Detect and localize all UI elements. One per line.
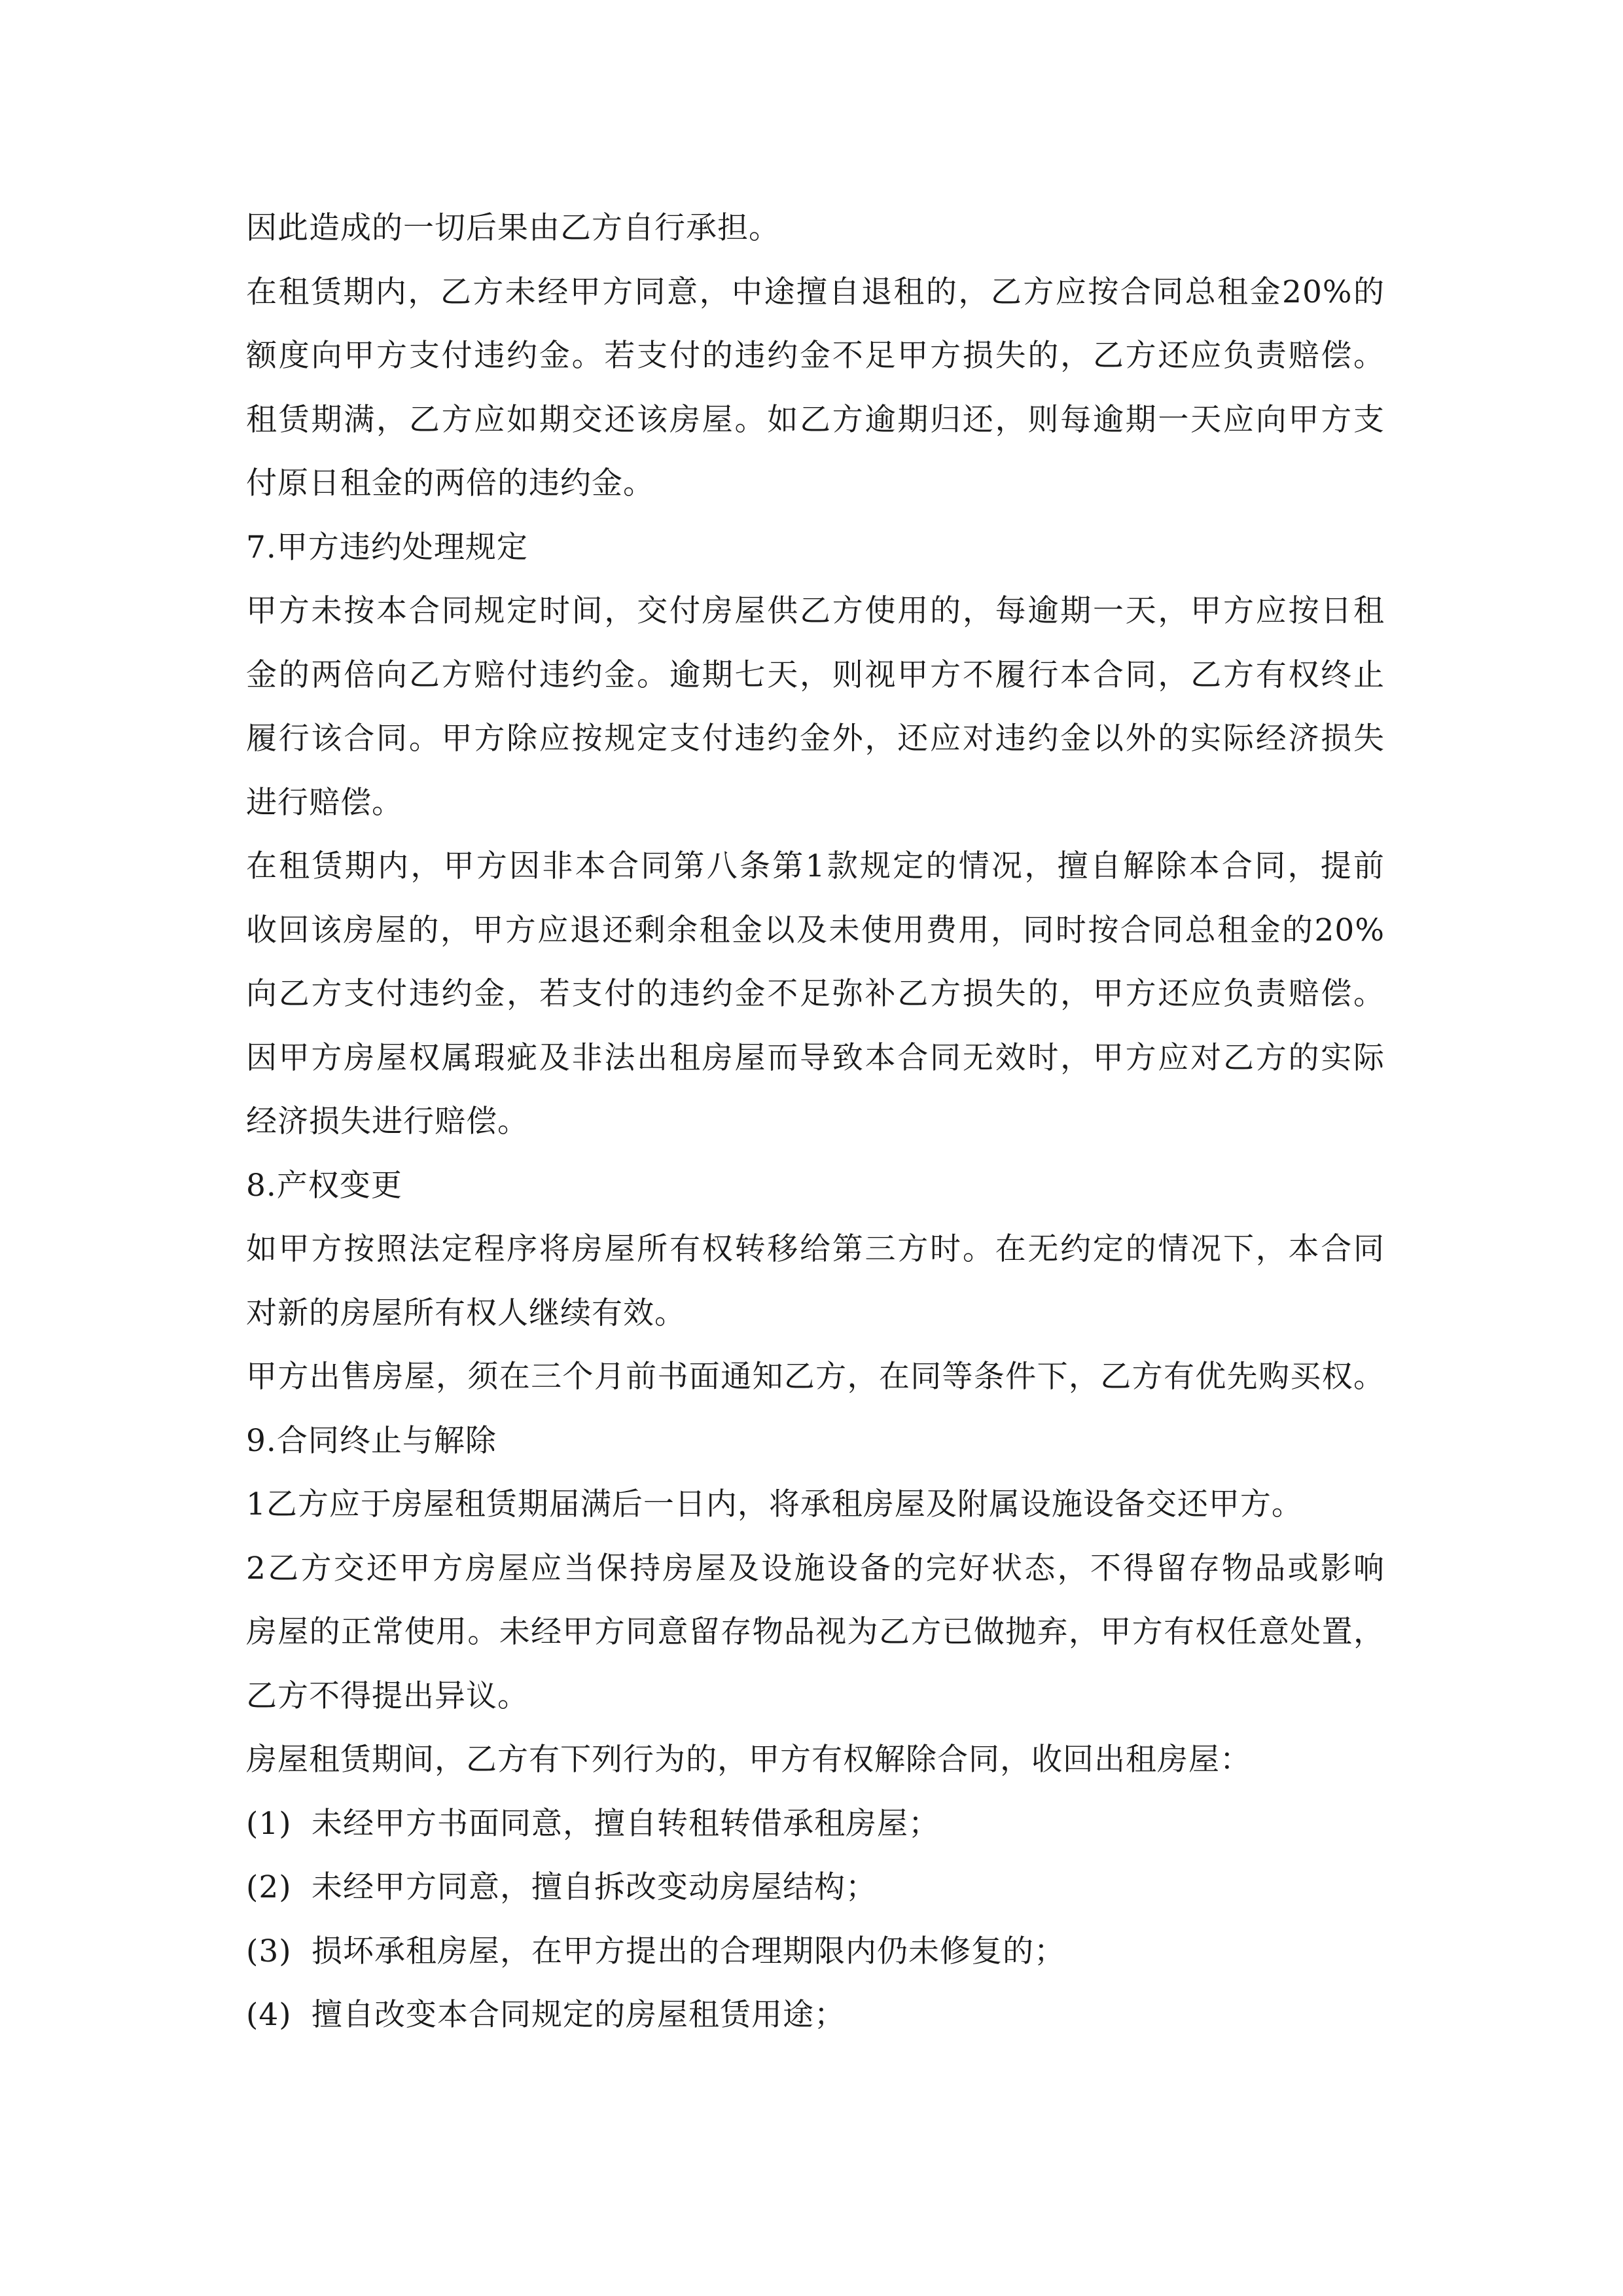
list-item xyxy=(246,1856,1385,1920)
text-line: 房屋租赁期间，乙方有下列行为的，甲方有权解除合同，收回出租房屋： xyxy=(246,1742,1251,1778)
list-item xyxy=(246,1920,1385,1984)
section-heading: 7.甲方违约处理规定 xyxy=(246,529,528,565)
list-item-number: (1) xyxy=(246,1805,292,1842)
list-item-text: 未经甲方同意，擅自拆改变动房屋结构； xyxy=(312,1869,877,1905)
list-item-text: 擅自改变本合同规定的房屋租赁用途； xyxy=(312,1997,846,2033)
text-line: 经济损失进行赔偿。 xyxy=(246,1103,529,1139)
text-line: 租赁期满，乙方应如期交还该房屋。如乙方逾期归还，则每逾期一天应向甲方支 xyxy=(246,401,1385,438)
text-line: 向乙方支付违约金，若支付的违约金不足弥补乙方损失的，甲方还应负责赔偿。 xyxy=(246,976,1385,1012)
text-line: 金的两倍向乙方赔付违约金。逾期七天，则视甲方不履行本合同，乙方有权终止 xyxy=(246,656,1385,693)
list-item-number: (2) xyxy=(246,1869,292,1905)
list-item-number: (3) xyxy=(246,1933,292,1969)
section-heading: 8.产权变更 xyxy=(246,1167,402,1204)
text-line: 在租赁期内，乙方未经甲方同意，中途擅自退租的，乙方应按合同总租金20%的 xyxy=(246,274,1385,310)
section-heading: 9.合同终止与解除 xyxy=(246,1422,497,1459)
list-item-text: 损坏承租房屋，在甲方提出的合理期限内仍未修复的； xyxy=(312,1933,1065,1969)
text-line: 因此造成的一切后果由乙方自行承担。 xyxy=(246,210,780,246)
text-line: 甲方未按本合同规定时间，交付房屋供乙方使用的，每逾期一天，甲方应按日租 xyxy=(246,593,1385,629)
text-line: 乙方不得提出异议。 xyxy=(246,1677,529,1714)
text-line: 在租赁期内，甲方因非本合同第八条第1款规定的情况，擅自解除本合同，提前 xyxy=(246,848,1385,884)
text-line: 因甲方房屋权属瑕疵及非法出租房屋而导致本合同无效时，甲方应对乙方的实际 xyxy=(246,1039,1385,1076)
text-line: 房屋的正常使用。未经甲方同意留存物品视为乙方已做抛弃，甲方有权任意处置， xyxy=(246,1614,1385,1650)
text-line: 甲方出售房屋，须在三个月前书面通知乙方，在同等条件下，乙方有优先购买权。 xyxy=(246,1359,1385,1395)
list-item xyxy=(246,1983,1385,2047)
list-item-text: 未经甲方书面同意，擅自转租转借承租房屋； xyxy=(312,1805,940,1842)
document-body xyxy=(246,196,1385,2047)
list-item-number: (4) xyxy=(246,1997,292,2033)
text-line: 进行赔偿。 xyxy=(246,784,403,821)
text-line: 1乙方应于房屋租赁期届满后一日内，将承租房屋及附属设施设备交还甲方。 xyxy=(246,1486,1303,1522)
text-line: 2乙方交还甲方房屋应当保持房屋及设施设备的完好状态，不得留存物品或影响 xyxy=(246,1550,1385,1587)
list-item xyxy=(246,1792,1385,1856)
text-line: 额度向甲方支付违约金。若支付的违约金不足甲方损失的，乙方还应负责赔偿。 xyxy=(246,338,1385,374)
text-line: 付原日租金的两倍的违约金。 xyxy=(246,465,654,501)
text-line: 对新的房屋所有权人继续有效。 xyxy=(246,1295,686,1331)
text-line: 如甲方按照法定程序将房屋所有权转移给第三方时。在无约定的情况下，本合同 xyxy=(246,1231,1385,1267)
text-line: 收回该房屋的，甲方应退还剩余租金以及未使用费用，同时按合同总租金的20% xyxy=(246,912,1385,948)
text-line: 履行该合同。甲方除应按规定支付违约金外，还应对违约金以外的实际经济损失 xyxy=(246,721,1385,757)
